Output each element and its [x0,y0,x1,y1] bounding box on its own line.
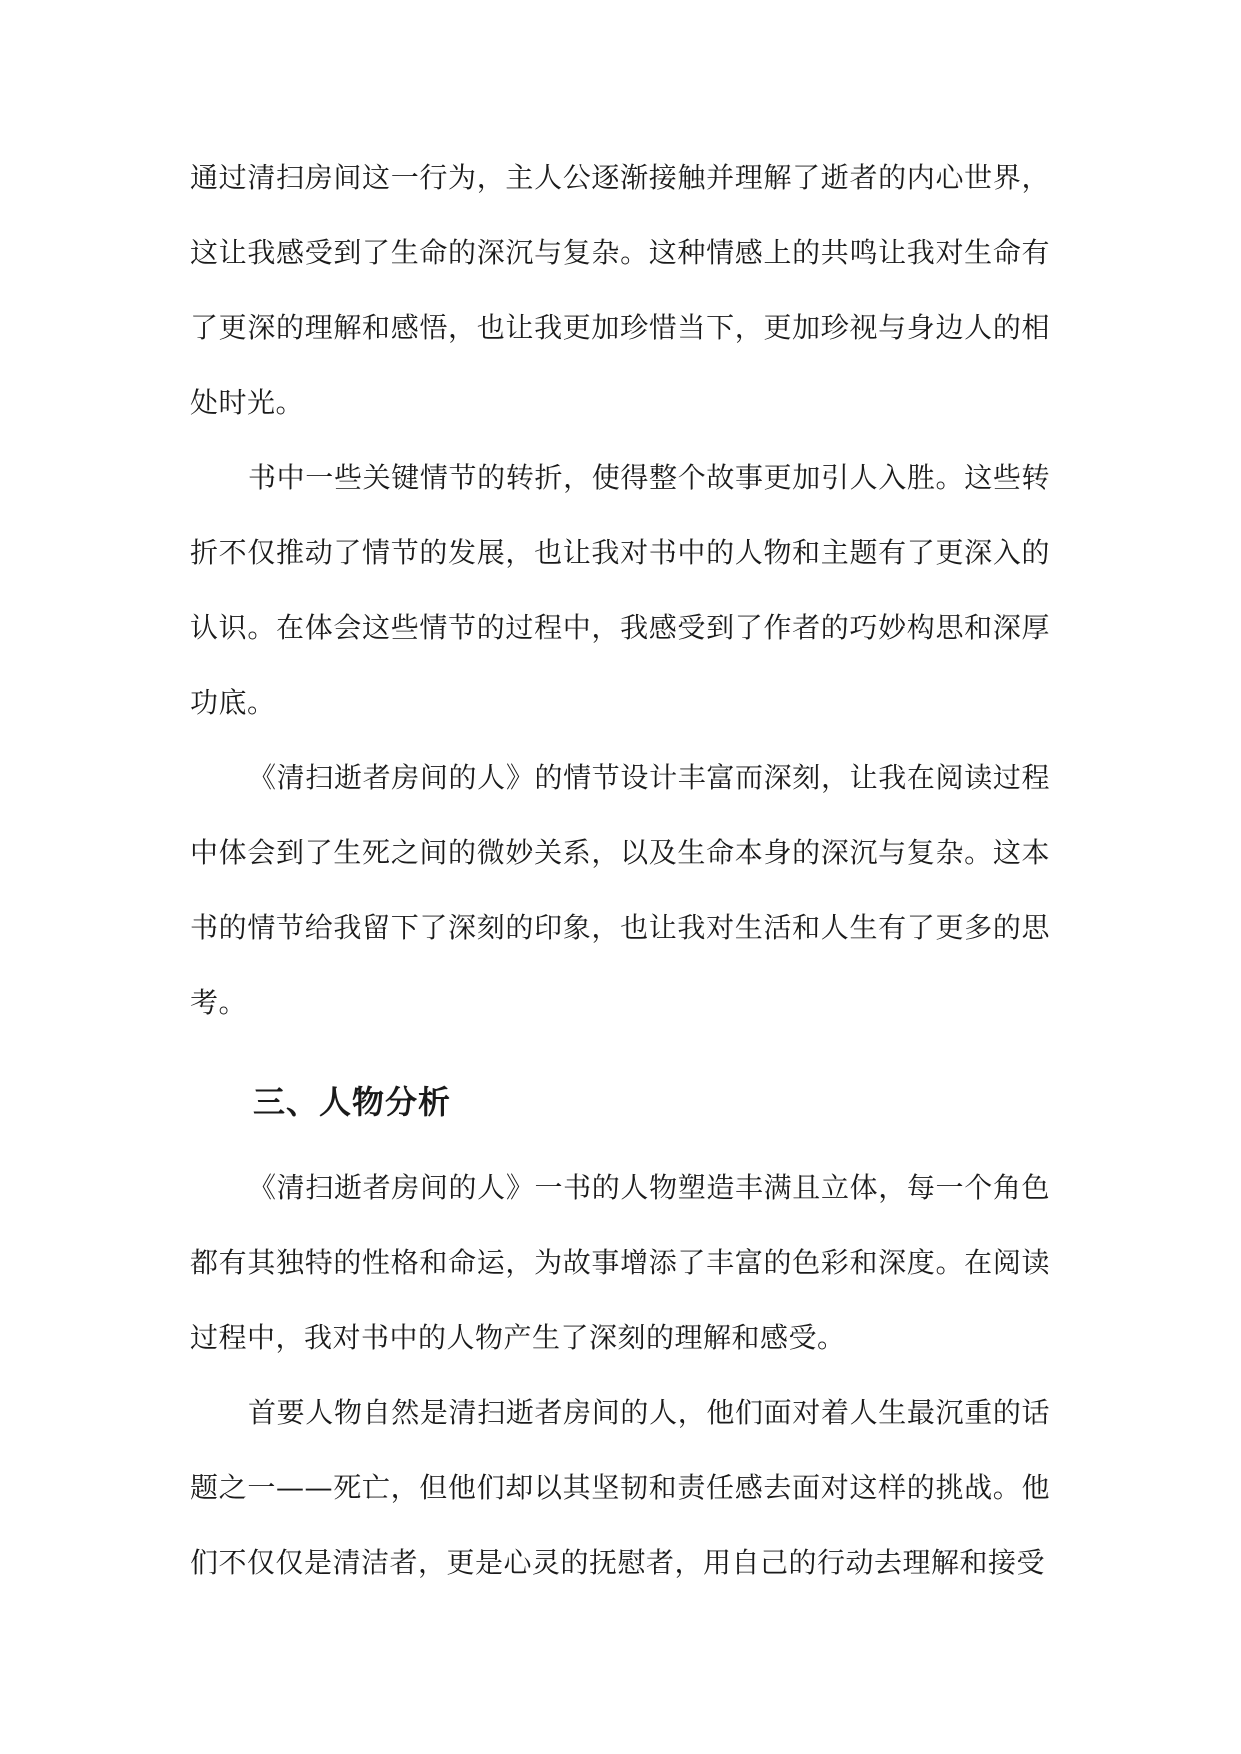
paragraph-5: 首要人物自然是清扫逝者房间的人，他们面对着人生最沉重的话题之一——死亡，但他们却以其坚韧和责任感去面对这样的挑战。他们不仅仅是清洁者，更是心灵的抚慰者，用自己的行动去理解和接受 [190,1396,1050,1579]
document-page [190,140,1050,1600]
paragraph-4: 《清扫逝者房间的人》一书的人物塑造丰满且立体，每一个角色都有其独特的性格和命运，为故事增添了丰富的色彩和深度。在阅读过程中，我对书中的人物产生了深刻的理解和感受。 [190,1171,1050,1354]
paragraph-1: 通过清扫房间这一行为，主人公逐渐接触并理解了逝者的内心世界，这让我感受到了生命的深沉与复杂。这种情感上的共鸣让我对生命有了更深的理解和感悟，也让我更加珍惜当下，更加珍视与身边人的相处时光。 [190,161,1050,419]
paragraph-3: 《清扫逝者房间的人》的情节设计丰富而深刻，让我在阅读过程中体会到了生死之间的微妙关系，以及生命本身的深沉与复杂。这本书的情节给我留下了深刻的印象，也让我对生活和人生有了更多的思考。 [190,761,1050,1019]
section-heading: 三、人物分析 [253,1083,452,1121]
paragraph-2: 书中一些关键情节的转折，使得整个故事更加引人入胜。这些转折不仅推动了情节的发展，也让我对书中的人物和主题有了更深入的认识。在体会这些情节的过程中，我感受到了作者的巧妙构思和深厚功底。 [190,461,1050,719]
